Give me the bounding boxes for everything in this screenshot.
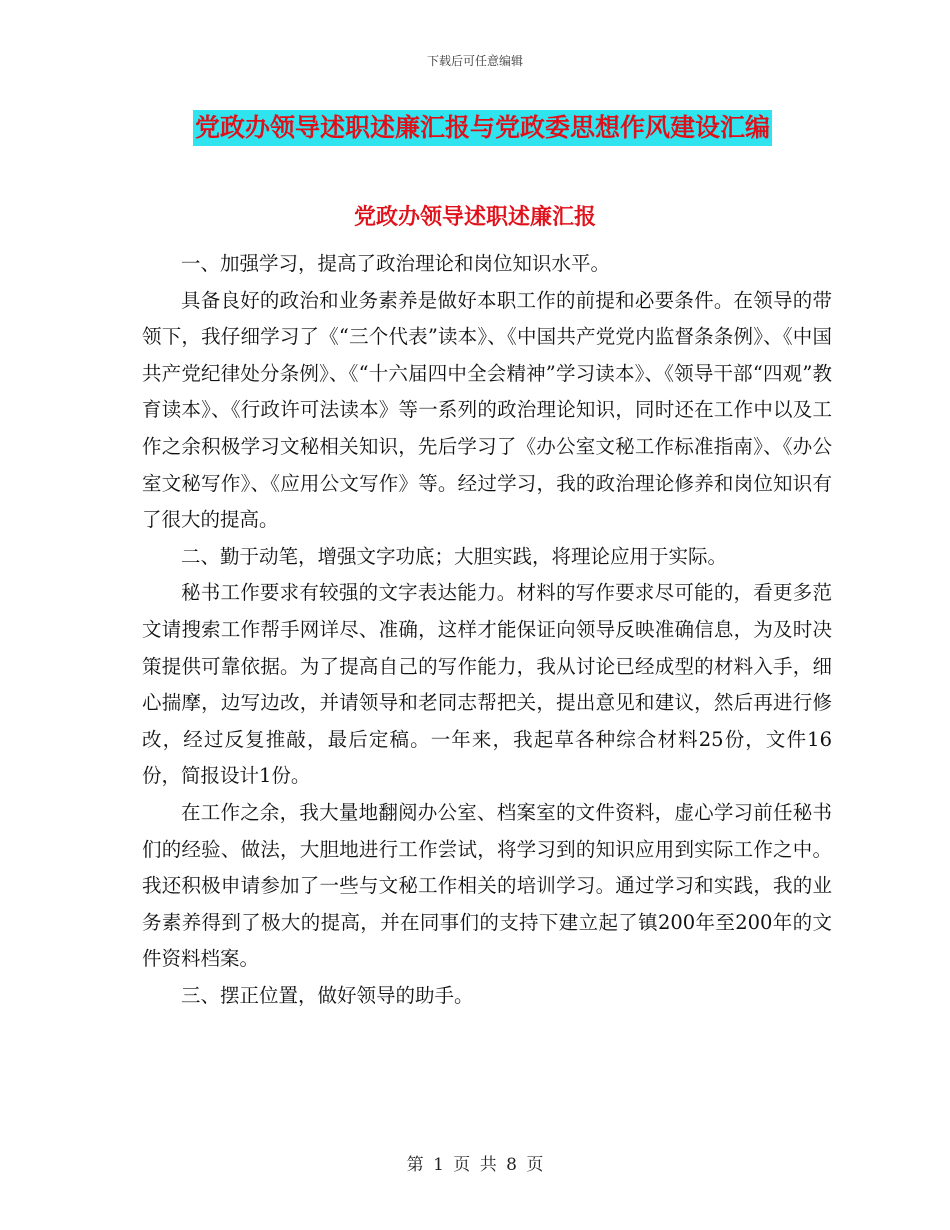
paragraph: 秘书工作要求有较强的文字表达能力。材料的写作要求尽可能的，看更多范文请搜索工作帮手网详尽、准确，这样才能保证向领导反映准确信息，为及时决策提供可靠依据。为了提高自己的写作能力，我从讨论已经成型的材料入手，细心揣摩，边写边改，并请领导和老同志帮把关，提出意见和建议，然后再进行修改，经过反复推敲，最后定稿。一年来，我起草各种综合材料25份，文件16份，简报设计1份。 [142,581,832,788]
page-footer: 第 1 页 共 8 页 [406,1155,544,1175]
header-note: 下载后可任意编辑 [426,54,523,68]
paragraph-heading-3: 三、摆正位置，做好领导的助手。 [181,983,474,1007]
paragraph-heading-2: 二、勤于动笔，增强文字功底；大胆实践，将理论应用于实际。 [181,544,728,568]
document-title: 党政办领导述职述廉汇报与党政委思想作风建设汇编 [193,110,772,146]
paragraph-heading-1: 一、加强学习，提高了政治理论和岗位知识水平。 [181,252,611,275]
paragraph: 具备良好的政治和业务素养是做好本职工作的前提和必要条件。在领导的带领下，我仔细学习了《“三个代表”读本》、《中国共产党党内监督条条例》、《中国共产党纪律处分条例》、《“十六届四中全会精神”学习读本》、《领导干部“四观”教育读本》、《行政许可法读本》等一系列的政治理论知识，同时还在工作中以及工作之余积极学习文秘相关知识，先后学习了《办公室文秘工作标准指南》、《办公室文秘写作》、《应用公文写作》等。经过学习，我的政治理论修养和岗位知识有了很大的提高。 [142,288,832,532]
paragraph: 在工作之余，我大量地翻阅办公室、档案室的文件资料，虚心学习前任秘书们的经验、做法，大胆地进行工作尝试，将学习到的知识应用到实际工作之中。我还积极申请参加了一些与文秘工作相关的培训学习。通过学习和实践，我的业务素养得到了极大的提高，并在同事们的支持下建立起了镇200年至200年的文件资料档案。 [142,800,832,971]
document-body [142,246,832,1014]
section-title: 党政办领导述职述廉汇报 [353,204,596,230]
